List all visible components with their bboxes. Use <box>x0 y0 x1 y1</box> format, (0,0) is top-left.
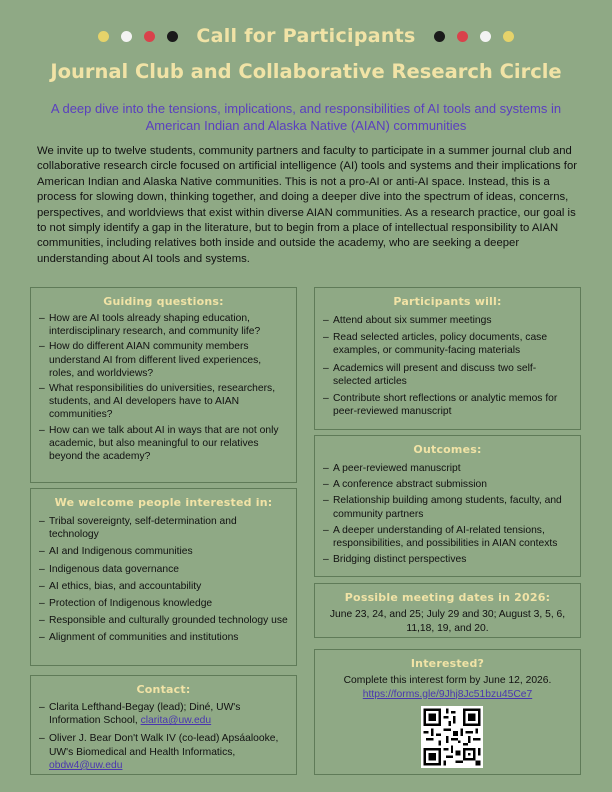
dot-icon <box>434 31 445 42</box>
dot-icon <box>480 31 491 42</box>
form-link[interactable]: https://forms.gle/9Jhj8Jc51bzu45Ce7 <box>362 688 533 700</box>
guiding-questions-box <box>30 287 297 483</box>
email-link[interactable]: obdw4@uw.edu <box>49 759 123 771</box>
outcomes-heading: Outcomes: <box>413 443 482 456</box>
dot-icon <box>144 31 155 42</box>
intro-paragraph: We invite up to twelve students, community partners and faculty to participate in a summer journal club and collaborative research circle focused on artificial intelligence (AI) tools and systems and their implications for American Indian and Alaska Native communities. This is not a pro-AI or anti-AI space. Instead, this is a process for slowing down, thinking together, and doing a deeper dive into the spectrum of ideas, concerns, perspectives, and worldviews that exist within diverse AIAN communities. As a research practice, our goal is to not simply identify a gap in the literature, but to begin from a place of intellectual responsibility to AIAN communities, including relatives both inside and outside the academy, who are seeking a deeper understanding about AI tools and systems. <box>37 145 577 265</box>
outcomes-box <box>314 435 581 577</box>
dates-box <box>314 583 581 638</box>
dot-icon <box>503 31 514 42</box>
dot-icon <box>457 31 468 42</box>
call-title: Call for Participants <box>196 25 416 47</box>
form-link-row <box>323 688 572 702</box>
list-item: – Read selected articles, policy documents, case examples, or community-facing materials <box>323 331 572 357</box>
dot-icon <box>167 31 178 42</box>
guiding-heading: Guiding questions: <box>103 295 224 308</box>
contact-heading: Contact: <box>136 683 191 696</box>
list-item: – Relationship building among students, faculty, and community partners <box>323 494 572 520</box>
list-item: – Protection of Indigenous knowledge <box>39 597 288 610</box>
list-item: – How can we talk about AI in ways that are not only academic, but also meaningful to our relatives beyond the academy? <box>39 424 288 464</box>
list-item: – AI and Indigenous communities <box>39 545 288 558</box>
list-item: – Responsible and culturally grounded technology use <box>39 614 288 627</box>
page-subtitle: A deep dive into the tensions, implications, and responsibilities of AI tools and systems in American Indian and Alaska Native (AIAN) communities <box>50 101 562 133</box>
dot-icon <box>121 31 132 42</box>
list-item: – Attend about six summer meetings <box>323 314 572 327</box>
welcome-box <box>30 488 297 666</box>
contact-item <box>39 701 288 727</box>
interested-text: Complete this interest form by June 12, 2026. <box>343 675 552 686</box>
dot-icon <box>98 31 109 42</box>
dates-heading: Possible meeting dates in 2026: <box>344 591 551 604</box>
contact-item <box>39 732 288 772</box>
list-item: – How do different AIAN community members understand AI from different lived experiences, roles, and worldviews? <box>39 340 288 380</box>
interested-heading: Interested? <box>410 657 485 670</box>
email-link[interactable]: clarita@uw.edu <box>140 715 212 727</box>
list-item: – Alignment of communities and institutions <box>39 631 288 644</box>
list-item: – Contribute short reflections or analytic memos for peer-reviewed manuscript <box>323 392 572 418</box>
list-item: – A peer-reviewed manuscript <box>323 462 572 475</box>
list-item: – Academics will present and discuss two self-selected articles <box>323 362 572 388</box>
list-item: – A deeper understanding of AI-related tensions, responsibilities, and possibilities in AIAN contexts <box>323 524 572 550</box>
list-item: – How are AI tools already shaping education, interdisciplinary research, and community life? <box>39 312 288 338</box>
list-item: – Bridging distinct perspectives <box>323 553 572 566</box>
list-item: – Indigenous data governance <box>39 563 288 576</box>
list-item: – AI ethics, bias, and accountability <box>39 580 288 593</box>
welcome-heading: We welcome people interested in: <box>54 496 273 509</box>
contact-box <box>30 675 297 775</box>
page-title: Journal Club and Collaborative Research Circle <box>50 60 562 83</box>
contact-text: Clarita Lefthand-Begay (lead); Diné, UW's Information School, <box>49 702 241 727</box>
call-row <box>0 18 612 54</box>
dates-text: June 23, 24, and 25; July 29 and 30; August 3, 5, 6, 11,18, 19, and 20. <box>329 609 566 634</box>
list-item: – What responsibilities do universities, researchers, students, and AI developers have to AIAN communities? <box>39 382 288 422</box>
header <box>0 18 612 54</box>
qr-code-icon[interactable] <box>421 706 483 768</box>
participants-heading: Participants will: <box>393 295 502 308</box>
participants-box <box>314 287 581 430</box>
contact-text: Oliver J. Bear Don't Walk IV (co-lead) Apsáalooke, UW's Biomedical and Health Informatics, <box>49 733 279 758</box>
list-item: – A conference abstract submission <box>323 478 572 491</box>
list-item: – Tribal sovereignty, self-determination and technology <box>39 515 288 541</box>
